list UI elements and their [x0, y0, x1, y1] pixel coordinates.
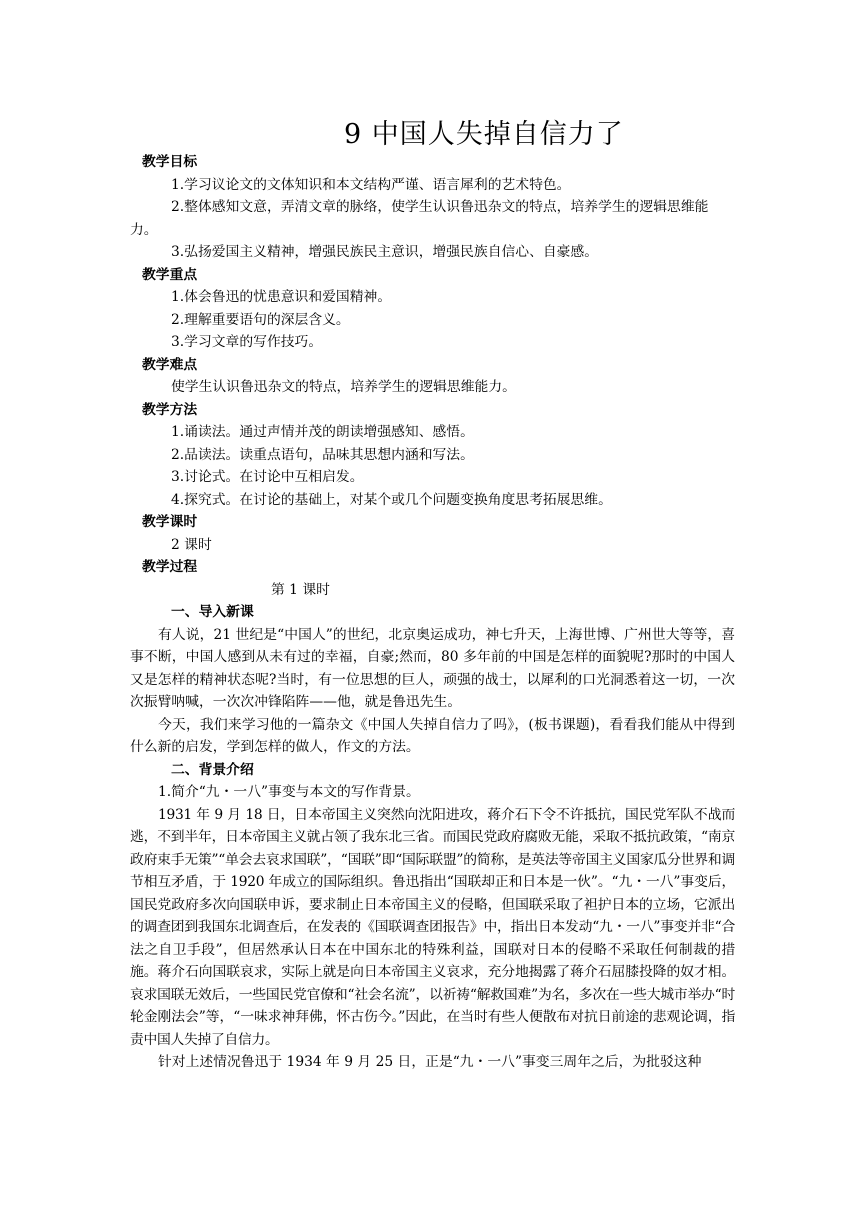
key-point-item: 1.体会鲁迅的忧患意识和爱国精神。: [171, 289, 392, 305]
document-title: 9 中国人失掉自信力了: [344, 119, 624, 150]
section-heading-key-points: 教学重点: [142, 266, 198, 283]
section-heading-hours: 教学课时: [142, 514, 198, 530]
background-item: 1.简介“九・一八”事变与本文的写作背景。: [158, 784, 420, 800]
hours-value: 2 课时: [171, 536, 212, 553]
method-item: 4.探究式。在讨论的基础上，对某个或几个问题变换角度思考拓展思维。: [171, 491, 612, 508]
method-item: 1.诵读法。通过声情并茂的朗读增强感知、感悟。: [171, 424, 474, 440]
background-paragraph: 1931 年 9 月 18 日，日本帝国主义突然向沈阳进攻，蒋介石下令不许抵抗，国民党军队不战而逃，不到半年，日本帝国主义就占领了我东北三省。而国民党政府腐败无能，采取不抵抗政策，“南京政府束手无策”“单会去哀求国联”，“国联”即“国际联盟”的简称，是英法等帝国主义国家瓜分世界和调节相互矛盾，于 1920 年成立的国际组织。鲁迅指出“国联却正和日本是一伙”。“九・一八”事变后，国民党政府多次向国联申诉，要求制止日本帝国主义的侵略，但国联采取了袒护日本的立场，它派出的调查团到我国东北调查后，在发表的《国联调查团报告》中，指出日本发动“九・一八”事变并非“合法之自卫手段”，但居然承认日本在中国东北的特殊利益，国联对日本的侵略不采取任何制裁的措 施。蒋介石向国联哀求，实际上就是向日本帝国主义哀求，充分地揭露了蒋介石屈膝投降的奴才相。哀求国联无效后，一些国民党官僚和“社会名流”，以祈祷“解救国难”为名，多次在一些大城市举办“时轮金刚法会”等，“一味求神拜佛，怀古伤今。”因此，在当时有些人便散布对抗日前途的悲观论调，指责中国人失掉了自信力。: [130, 806, 762, 1048]
goal-item: 3.弘扬爱国主义精神，增强民族民主意识，增强民族自信心、自豪感。: [171, 244, 599, 260]
section-heading-methods: 教学方法: [142, 401, 198, 418]
section-heading-process: 教学过程: [142, 559, 198, 575]
key-point-item: 3.学习文章的写作技巧。: [171, 334, 323, 350]
intro-paragraph: 有人说，21 世纪是“中国人”的世纪，北京奥运成功，神七升天，上海世博、广州世大等等，喜事不断，中国人感到从未有过的幸福，自豪;然而，80 多年前的中国是怎样的面貌呢?那时的中国人又是怎样的精神状态呢?当时，有一位思想的巨人，顽强的战士，以犀利的口光洞悉着这一切，一次次振臂呐喊，一次次冲锋陷阵——他，就是鲁迅先生。: [130, 626, 735, 710]
background-paragraph: 针对上述情况鲁迅于 1934 年 9 月 25 日，正是“九・一八”事变三周年之后，为批驳这种: [158, 1054, 702, 1070]
subsection-heading-intro: 一、导入新课: [171, 604, 254, 620]
section-heading-difficulties: 教学难点: [142, 356, 198, 373]
lesson-label: 第 1 课时: [271, 581, 330, 598]
document-body: [130, 151, 762, 1074]
subsection-heading-background: 二、背景介绍: [171, 761, 254, 778]
intro-paragraph: 今天，我们来学习他的一篇杂文《中国人失掉自信力了吗》，(板书课题)，看看我们能从中得到什么新的启发，学到怎样的做人，作文的方法。: [130, 716, 735, 755]
method-item: 3.讨论式。在讨论中互相启发。: [171, 469, 364, 485]
section-heading-goals: 教学目标: [142, 154, 198, 170]
difficulty-item: 使学生认识鲁迅杂文的特点，培养学生的逻辑思维能力。: [171, 379, 516, 395]
method-item: 2.品读法。读重点语句，品味其思想内涵和写法。: [171, 446, 474, 463]
goal-item: 1.学习议论文的文体知识和本文结构严谨、语言犀利的艺术特色。: [171, 176, 571, 193]
key-point-item: 2.理解重要语句的深层含义。: [171, 311, 350, 328]
goal-item: 2.整体感知文意，弄清文章的脉络，使学生认识鲁迅杂文的特点，培养学生的逻辑思维能力。: [130, 199, 709, 238]
